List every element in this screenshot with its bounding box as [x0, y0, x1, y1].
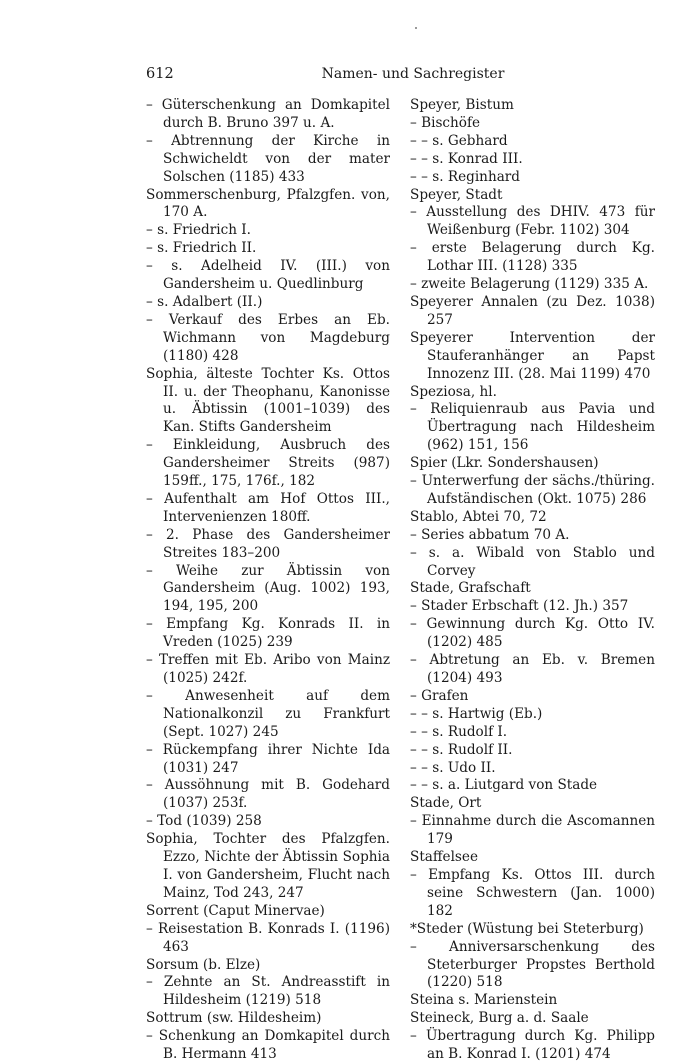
index-entry: – Grafen — [410, 687, 469, 704]
index-entry: – – s. Hartwig (Eb.) — [410, 705, 543, 722]
index-entry: – Gewinnung durch Kg. Otto IV. (1202) 485 — [410, 616, 655, 651]
index-entry: – Bischöfe — [410, 114, 481, 131]
index-column-right — [410, 97, 655, 1064]
index-entry: – Weihe zur Äbtissin von Gandersheim (Aug. 1002) 193, 194, 195, 200 — [146, 562, 390, 615]
index-entry: – Treffen mit Eb. Aribo von Mainz (1025) 242f. — [146, 652, 390, 686]
index-entry: Sophia, Tochter des Pfalzgfen. Ezzo, Nichte der Äbtissin Sophia I. von Gandersheim, Flucht nach Mainz, Tod 243, 247 — [146, 831, 390, 901]
index-entry: – Zehnte an St. Andreasstift in Hildesheim (1219) 518 — [146, 974, 390, 1009]
index-entry: Steineck, Burg a. d. Saale — [410, 1010, 589, 1027]
index-entry: Speyerer Annalen (zu Dez. 1038) 257 — [410, 293, 655, 328]
index-entry: *Steder (Wüstung bei Steterburg) — [410, 920, 644, 937]
index-entry: – s. Friedrich II. — [146, 240, 257, 257]
index-entry: – – s. Gebhard — [410, 132, 508, 149]
index-entry: – Abtrennung der Kirche in Schwicheldt von der mater Solschen (1185) 433 — [146, 132, 390, 185]
index-entry: Sommerschenburg, Pfalzgfen. von, 170 A. — [146, 186, 390, 221]
index-entry: – – s. Rudolf II. — [410, 741, 513, 758]
index-entry: – Ausstellung des DHIV. 473 für Weißenburg (Febr. 1102) 304 — [410, 204, 655, 239]
index-entry: – s. Adelheid IV. (III.) von Gandersheim u. Quedlinburg — [146, 258, 390, 293]
index-entry: – 2. Phase des Gandersheimer Streites 183–200 — [146, 526, 390, 561]
index-entry: – Güterschenkung an Domkapitel durch B. Bruno 397 u. A. — [146, 97, 390, 131]
index-entry: – Empfang Kg. Konrads II. in Vreden (1025) 239 — [146, 616, 390, 651]
index-entry: Stade, Grafschaft — [410, 580, 531, 597]
index-entry: – Tod (1039) 258 — [146, 813, 262, 830]
index-entry: – Rückempfang ihrer Nichte Ida (1031) 247 — [146, 741, 390, 776]
index-entry: – Anwesenheit auf dem Nationalkonzil zu Frankfurt (Sept. 1027) 245 — [146, 687, 390, 740]
index-entry: – Unterwerfung der sächs./thüring. Aufständischen (Okt. 1075) 286 — [410, 473, 655, 507]
index-entry: Stablo, Abtei 70, 72 — [410, 508, 547, 525]
index-entry: – – s. a. Liutgard von Stade — [410, 777, 598, 794]
running-title: Namen- und Sachregister — [321, 66, 505, 82]
index-entry: – Stader Erbschaft (12. Jh.) 357 — [410, 598, 629, 615]
index-entry: – Einkleidung, Ausbruch des Gandersheimer Streits (987) 159ff., 175, 176f., 182 — [146, 437, 390, 490]
index-entry: – – s. Udo II. — [410, 759, 496, 776]
index-entry: – Übertragung durch Kg. Philipp an B. Konrad I. (1201) 474 — [410, 1028, 655, 1063]
scan-speck — [415, 27, 417, 29]
index-entry: Sophia, älteste Tochter Ks. Ottos II. u. der Theophanu, Kanonisse u. Äbtissin (1001–1039) des Kan. Stifts Gandersheim — [146, 365, 390, 436]
index-entry: – s. a. Wibald von Stablo und Corvey — [410, 544, 655, 579]
index-entry: Spier (Lkr. Sondershausen) — [410, 455, 599, 472]
index-entry: Speyer, Stadt — [410, 186, 503, 203]
index-entry: – Reisestation B. Konrads I. (1196) 463 — [146, 920, 390, 955]
index-entry: – – s. Rudolf I. — [410, 723, 508, 740]
index-entry: Speyer, Bistum — [410, 97, 514, 113]
index-entry: – Anniversarschenkung des Steterburger Propstes Berthold (1220) 518 — [410, 938, 655, 991]
index-entry: Sottrum (sw. Hildesheim) — [146, 1010, 322, 1027]
index-entry: – Reliquienraub aus Pavia und Übertragung nach Hildesheim (962) 151, 156 — [410, 401, 655, 454]
index-entry: – – s. Konrad III. — [410, 150, 523, 167]
index-entry: Sorrent (Caput Minervae) — [146, 902, 325, 919]
index-entry: Speyerer Intervention der Stauferanhänger an Papst Innozenz III. (28. Mai 1199) 470 — [410, 329, 655, 382]
index-entry: Speziosa, hl. — [410, 383, 497, 400]
index-entry: Steina s. Marienstein — [410, 992, 558, 1009]
index-entry: Sorsum (b. Elze) — [146, 956, 261, 973]
page-number: 612 — [146, 66, 174, 82]
index-entry: – Empfang Ks. Ottos III. durch seine Schwestern (Jan. 1000) 182 — [410, 866, 655, 919]
index-entry: Staffelsee — [410, 849, 478, 866]
index-entry: – Abtretung an Eb. v. Bremen (1204) 493 — [410, 652, 655, 686]
index-entry: – Verkauf des Erbes an Eb. Wichmann von Magdeburg (1180) 428 — [146, 311, 390, 364]
index-entry: – Aussöhnung mit B. Godehard (1037) 253f. — [146, 777, 390, 812]
index-entry: – Schenkung an Domkapitel durch B. Hermann 413 — [146, 1028, 390, 1063]
index-entry: – erste Belagerung durch Kg. Lothar III. (1128) 335 — [410, 240, 655, 275]
index-entry: – Aufenthalt am Hof Ottos III., Intervenienzen 180ff. — [146, 490, 390, 525]
index-entry: – s. Friedrich I. — [146, 222, 251, 239]
index-entry: – Einnahme durch die Ascomannen 179 — [410, 813, 655, 848]
index-entry: – zweite Belagerung (1129) 335 A. — [410, 276, 649, 293]
index-column-left — [146, 97, 390, 1064]
index-entry: Stade, Ort — [410, 795, 482, 812]
index-entry: – – s. Reginhard — [410, 168, 520, 185]
index-entry: – s. Adalbert (II.) — [146, 293, 263, 310]
page-header — [146, 66, 660, 84]
index-entry: – Series abbatum 70 A. — [410, 526, 570, 543]
